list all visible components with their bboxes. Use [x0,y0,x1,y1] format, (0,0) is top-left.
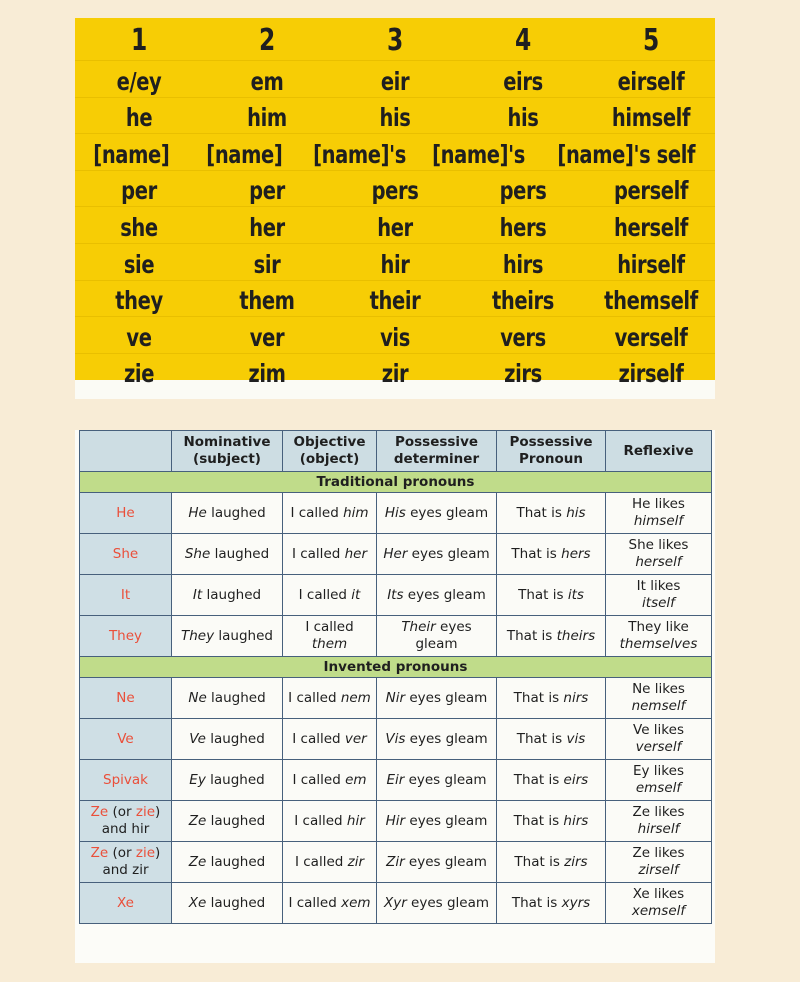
cell-text: That is [516,730,567,747]
possessive-pronoun-cell [497,678,606,719]
cell-text: eyes gleam [404,853,487,870]
cell-text: Xe likes [632,886,685,902]
chart-cell: their [369,286,421,316]
cell-text: zie [135,804,156,820]
chart-cell: pers [371,176,419,206]
cell-text: ver [344,730,367,747]
cell-text: him [343,504,369,521]
possessive-determiner-cell [377,575,497,616]
cell-text: Ze [90,804,109,820]
pronoun-name-cell [80,616,172,657]
cell-text: nemself [631,698,686,714]
cell-text: I called [288,689,341,706]
chart-header-row [75,18,715,61]
objective-cell [283,575,377,616]
pronoun-name-cell [80,678,172,719]
cell-text: hirself [637,821,680,837]
reflexive-cell [606,616,712,657]
chart-cell: herself [613,212,689,242]
pronoun-name-cell [80,842,172,883]
header-possessive-pronoun: Possessive Pronoun [497,431,606,472]
table-row [80,801,712,842]
cell-text: Nir [385,689,406,706]
chart-cell: her [249,212,285,242]
objective-cell [283,883,377,924]
cell-text: I called [292,730,345,747]
chart-cell: hir [380,249,410,279]
section-traditional [80,472,712,493]
section-invented [80,657,712,678]
table-header-row [80,431,712,472]
cell-text: laughed [214,627,273,644]
chart-row [75,98,715,135]
header-nominative: Nominative (subject) [172,431,283,472]
reflexive-cell [606,883,712,924]
chart-cell: verself [614,322,688,352]
cell-text: ) [155,845,161,861]
chart-cell: him [247,103,287,133]
cell-text: I called [290,504,344,521]
cell-text: Ne [188,689,207,706]
nominative-cell [172,883,283,924]
cell-text: laughed [210,545,270,562]
objective-cell [283,616,377,657]
cell-text: eyes gleam [405,812,488,829]
table-row [80,760,712,801]
pronoun-name-line [82,804,169,821]
cell-text: I called [305,619,354,635]
cell-text: laughed [206,812,266,829]
cell-text: That is [518,586,568,603]
cell-text: I called [291,545,345,562]
table-row [80,575,712,616]
cell-text: his [566,504,586,521]
chart-cell: she [120,212,158,242]
reflexive-cell [606,760,712,801]
chart-cell: them [239,286,295,316]
cell-text: laughed [205,771,265,788]
nominative-cell [172,842,283,883]
reflexive-cell [606,719,712,760]
header-reflexive: Reflexive [606,431,712,472]
header-blank-cell [80,431,172,472]
table-row [80,842,712,883]
possessive-determiner-cell [377,678,497,719]
pronoun-name-line [82,845,169,862]
chart-row [75,354,715,390]
chart-cell: zim [248,359,286,389]
cell-text: He [188,504,207,521]
cell-text: eyes gleam [405,504,489,521]
table-row [80,719,712,760]
cell-text: Ve likes [633,722,684,738]
possessive-pronoun-cell [497,493,606,534]
chart-cell: [name]'s [432,139,526,169]
chart-cell: em [250,66,284,96]
possessive-determiner-cell [377,842,497,883]
possessive-pronoun-cell [497,575,606,616]
chart-cell: zie [123,359,155,389]
chart-cell: hirself [617,249,685,279]
chart-cell: perself [613,176,689,206]
chart-cell: vers [500,322,546,352]
chart-cell: [name]'s self [557,139,696,169]
cell-text: Ze [90,845,109,861]
cell-text: emself [635,780,682,796]
possessive-pronoun-cell [497,534,606,575]
cell-text: them [311,636,348,652]
cell-text: That is [513,771,564,788]
chart-column-number: 4 [515,23,531,58]
cell-text: They like [628,619,689,635]
chart-cell: he [125,103,153,133]
cell-text: Xe [117,894,134,911]
cell-text: Ey likes [633,763,684,779]
cell-text: Ne likes [632,681,685,697]
chart-cell: sie [123,249,155,279]
cell-text: That is [513,812,564,829]
objective-cell [283,534,377,575]
possessive-determiner-cell [377,616,497,657]
cell-text: (or [108,845,136,861]
chart-row [75,61,715,98]
cell-text: They [181,627,215,644]
chart-column-number: 1 [131,23,147,58]
possessive-pronoun-cell [497,616,606,657]
possessive-determiner-cell [377,801,497,842]
reflexive-cell [606,801,712,842]
chart-column-number: 2 [259,23,275,58]
pronoun-name-cell [80,493,172,534]
cell-text: her [344,545,368,562]
cell-text: That is [513,689,564,706]
nominative-cell [172,493,283,534]
cell-text: His [384,504,406,521]
table-row [80,534,712,575]
cell-text: It [120,586,131,603]
pronoun-name-cell [80,719,172,760]
chart-cell: per [121,176,157,206]
cell-text: Xe [188,894,207,911]
cell-text: and zir [102,862,149,878]
cell-text: Their [401,619,436,635]
cell-text: It [192,586,203,603]
cell-text: laughed [206,504,266,521]
table-row [80,883,712,924]
pronoun-table [79,430,712,924]
cell-text: I called [288,894,342,911]
objective-cell [283,678,377,719]
chart-cell: theirs [491,286,554,316]
objective-cell [283,801,377,842]
cell-text: nirs [563,689,589,706]
cell-text: Ve [189,730,206,747]
cell-text: em [345,771,367,788]
section-label: Invented pronouns [80,657,712,678]
cell-text: I called [294,812,347,829]
chart-row [75,207,715,244]
chart-cell: pers [499,176,547,206]
chart-row [75,134,715,171]
nominative-cell [172,534,283,575]
possessive-pronoun-cell [497,719,606,760]
cell-text: hers [561,545,591,562]
cell-text: She [184,545,211,562]
chart-cell: hers [499,212,547,242]
pronoun-table-card [75,430,715,963]
header-objective: Objective (object) [283,431,377,472]
cell-text: Zir [386,853,405,870]
cell-text: verself [635,739,682,755]
chart-cell: [name] [205,139,283,169]
possessive-pronoun-cell [497,883,606,924]
cell-text: eyes gleam [406,894,490,911]
reflexive-cell [606,575,712,616]
chart-cell: zir [381,359,409,389]
chart-row [75,281,715,318]
chart-cell: himself [611,103,691,133]
pronoun-chart-card [75,18,715,399]
nominative-cell [172,575,283,616]
cell-text: zie [135,845,156,861]
possessive-pronoun-cell [497,842,606,883]
cell-text: Eir [386,771,405,788]
possessive-determiner-cell [377,760,497,801]
chart-cell: zirs [504,359,542,389]
cell-text: eyes gleam [404,771,487,788]
cell-text: ) [155,804,161,820]
cell-text: That is [514,853,565,870]
cell-text: Ne [116,689,135,706]
section-label: Traditional pronouns [80,472,712,493]
cell-text: He likes [632,496,685,512]
objective-cell [283,493,377,534]
chart-cell: e/ey [116,66,162,96]
cell-text: Ze [188,853,207,870]
possessive-determiner-cell [377,719,497,760]
objective-cell [283,760,377,801]
chart-row [75,244,715,281]
cell-text: I called [298,586,352,603]
chart-cell: zirself [618,359,684,389]
table-row [80,616,712,657]
cell-text: That is [511,545,562,562]
chart-cell: eir [380,66,410,96]
objective-cell [283,719,377,760]
possessive-pronoun-cell [497,801,606,842]
cell-text: Her [383,545,408,562]
cell-text: its [567,586,584,603]
cell-text: She [112,545,139,562]
chart-cell: ve [126,322,152,352]
chart-cell: his [379,103,411,133]
cell-text: and hir [101,821,150,837]
cell-text: eyes gleam [403,586,486,603]
pronoun-name-cell [80,883,172,924]
cell-text: itself [642,595,675,611]
cell-text: zir [347,853,365,870]
cell-text: eyes gleam [415,619,472,652]
cell-text: xem [341,894,371,911]
cell-text: They [108,627,143,644]
pronoun-name-cell [80,534,172,575]
cell-text: Ve [117,730,134,747]
cell-text: herself [635,554,682,570]
cell-text: laughed [205,730,265,747]
cell-text: eyes gleam [407,545,490,562]
chart-column-number: 5 [643,23,659,58]
nominative-cell [172,801,283,842]
possessive-pronoun-cell [497,760,606,801]
cell-text: laughed [206,853,266,870]
objective-cell [283,842,377,883]
chart-column-number: 3 [387,23,403,58]
cell-text: It likes [636,578,681,594]
chart-cell: [name]'s [313,139,407,169]
reflexive-cell [606,678,712,719]
chart-cell: hirs [502,249,544,279]
cell-text: That is [506,627,557,644]
chart-cell: vis [380,322,410,352]
reflexive-cell [606,534,712,575]
cell-text: I called [294,853,348,870]
cell-text: Ey [189,771,206,788]
cell-text: That is [511,894,562,911]
cell-text: eirs [563,771,589,788]
cell-text: theirs [556,627,596,644]
chart-cell: sir [253,249,281,279]
cell-text: He [116,504,135,521]
pronoun-name-cell [80,575,172,616]
cell-text: laughed [202,586,262,603]
chart-row [75,171,715,208]
nominative-cell [172,760,283,801]
cell-text: Vis [385,730,406,747]
cell-text: vis [566,730,586,747]
header-possessive-determiner: Possessive determiner [377,431,497,472]
nominative-cell [172,616,283,657]
possessive-determiner-cell [377,534,497,575]
chart-cell: eirself [617,66,685,96]
cell-text: nem [340,689,371,706]
cell-text: Xyr [383,894,407,911]
cell-text: That is [516,504,567,521]
cell-text: (or [108,804,136,820]
cell-text: xemself [631,903,686,919]
cell-text: laughed [206,689,266,706]
cell-text: Ze [188,812,207,829]
cell-text: himself [633,513,684,529]
cell-text: Spivak [103,771,148,788]
chart-cell: [name] [93,139,170,169]
nominative-cell [172,678,283,719]
table-row [80,678,712,719]
chart-cell: his [507,103,539,133]
cell-text: it [351,586,361,603]
cell-text: eyes gleam [405,689,488,706]
chart-cell: eirs [503,66,543,96]
cell-text: zirself [638,862,679,878]
cell-text: Its [387,586,404,603]
cell-text: I called [292,771,346,788]
chart-cell: ver [249,322,285,352]
cell-text: xyrs [561,894,591,911]
chart-cell: themself [604,286,698,316]
pronoun-name-cell [80,801,172,842]
table-row [80,493,712,534]
cell-text: hirs [563,812,589,829]
reflexive-cell [606,842,712,883]
cell-text: hir [346,812,365,829]
cell-text: themselves [619,636,698,652]
pronoun-chart [75,18,715,389]
chart-row [75,317,715,354]
chart-cell: they [115,286,163,316]
cell-text: eyes gleam [405,730,488,747]
reflexive-cell [606,493,712,534]
possessive-determiner-cell [377,883,497,924]
chart-cell: per [249,176,285,206]
chart-cell: her [377,212,413,242]
possessive-determiner-cell [377,493,497,534]
nominative-cell [172,719,283,760]
cell-text: Ze likes [632,845,685,861]
cell-text: She likes [628,537,689,553]
cell-text: Hir [385,812,406,829]
pronoun-name-cell [80,760,172,801]
cell-text: zirs [564,853,588,870]
cell-text: Ze likes [632,804,685,820]
cell-text: laughed [206,894,266,911]
